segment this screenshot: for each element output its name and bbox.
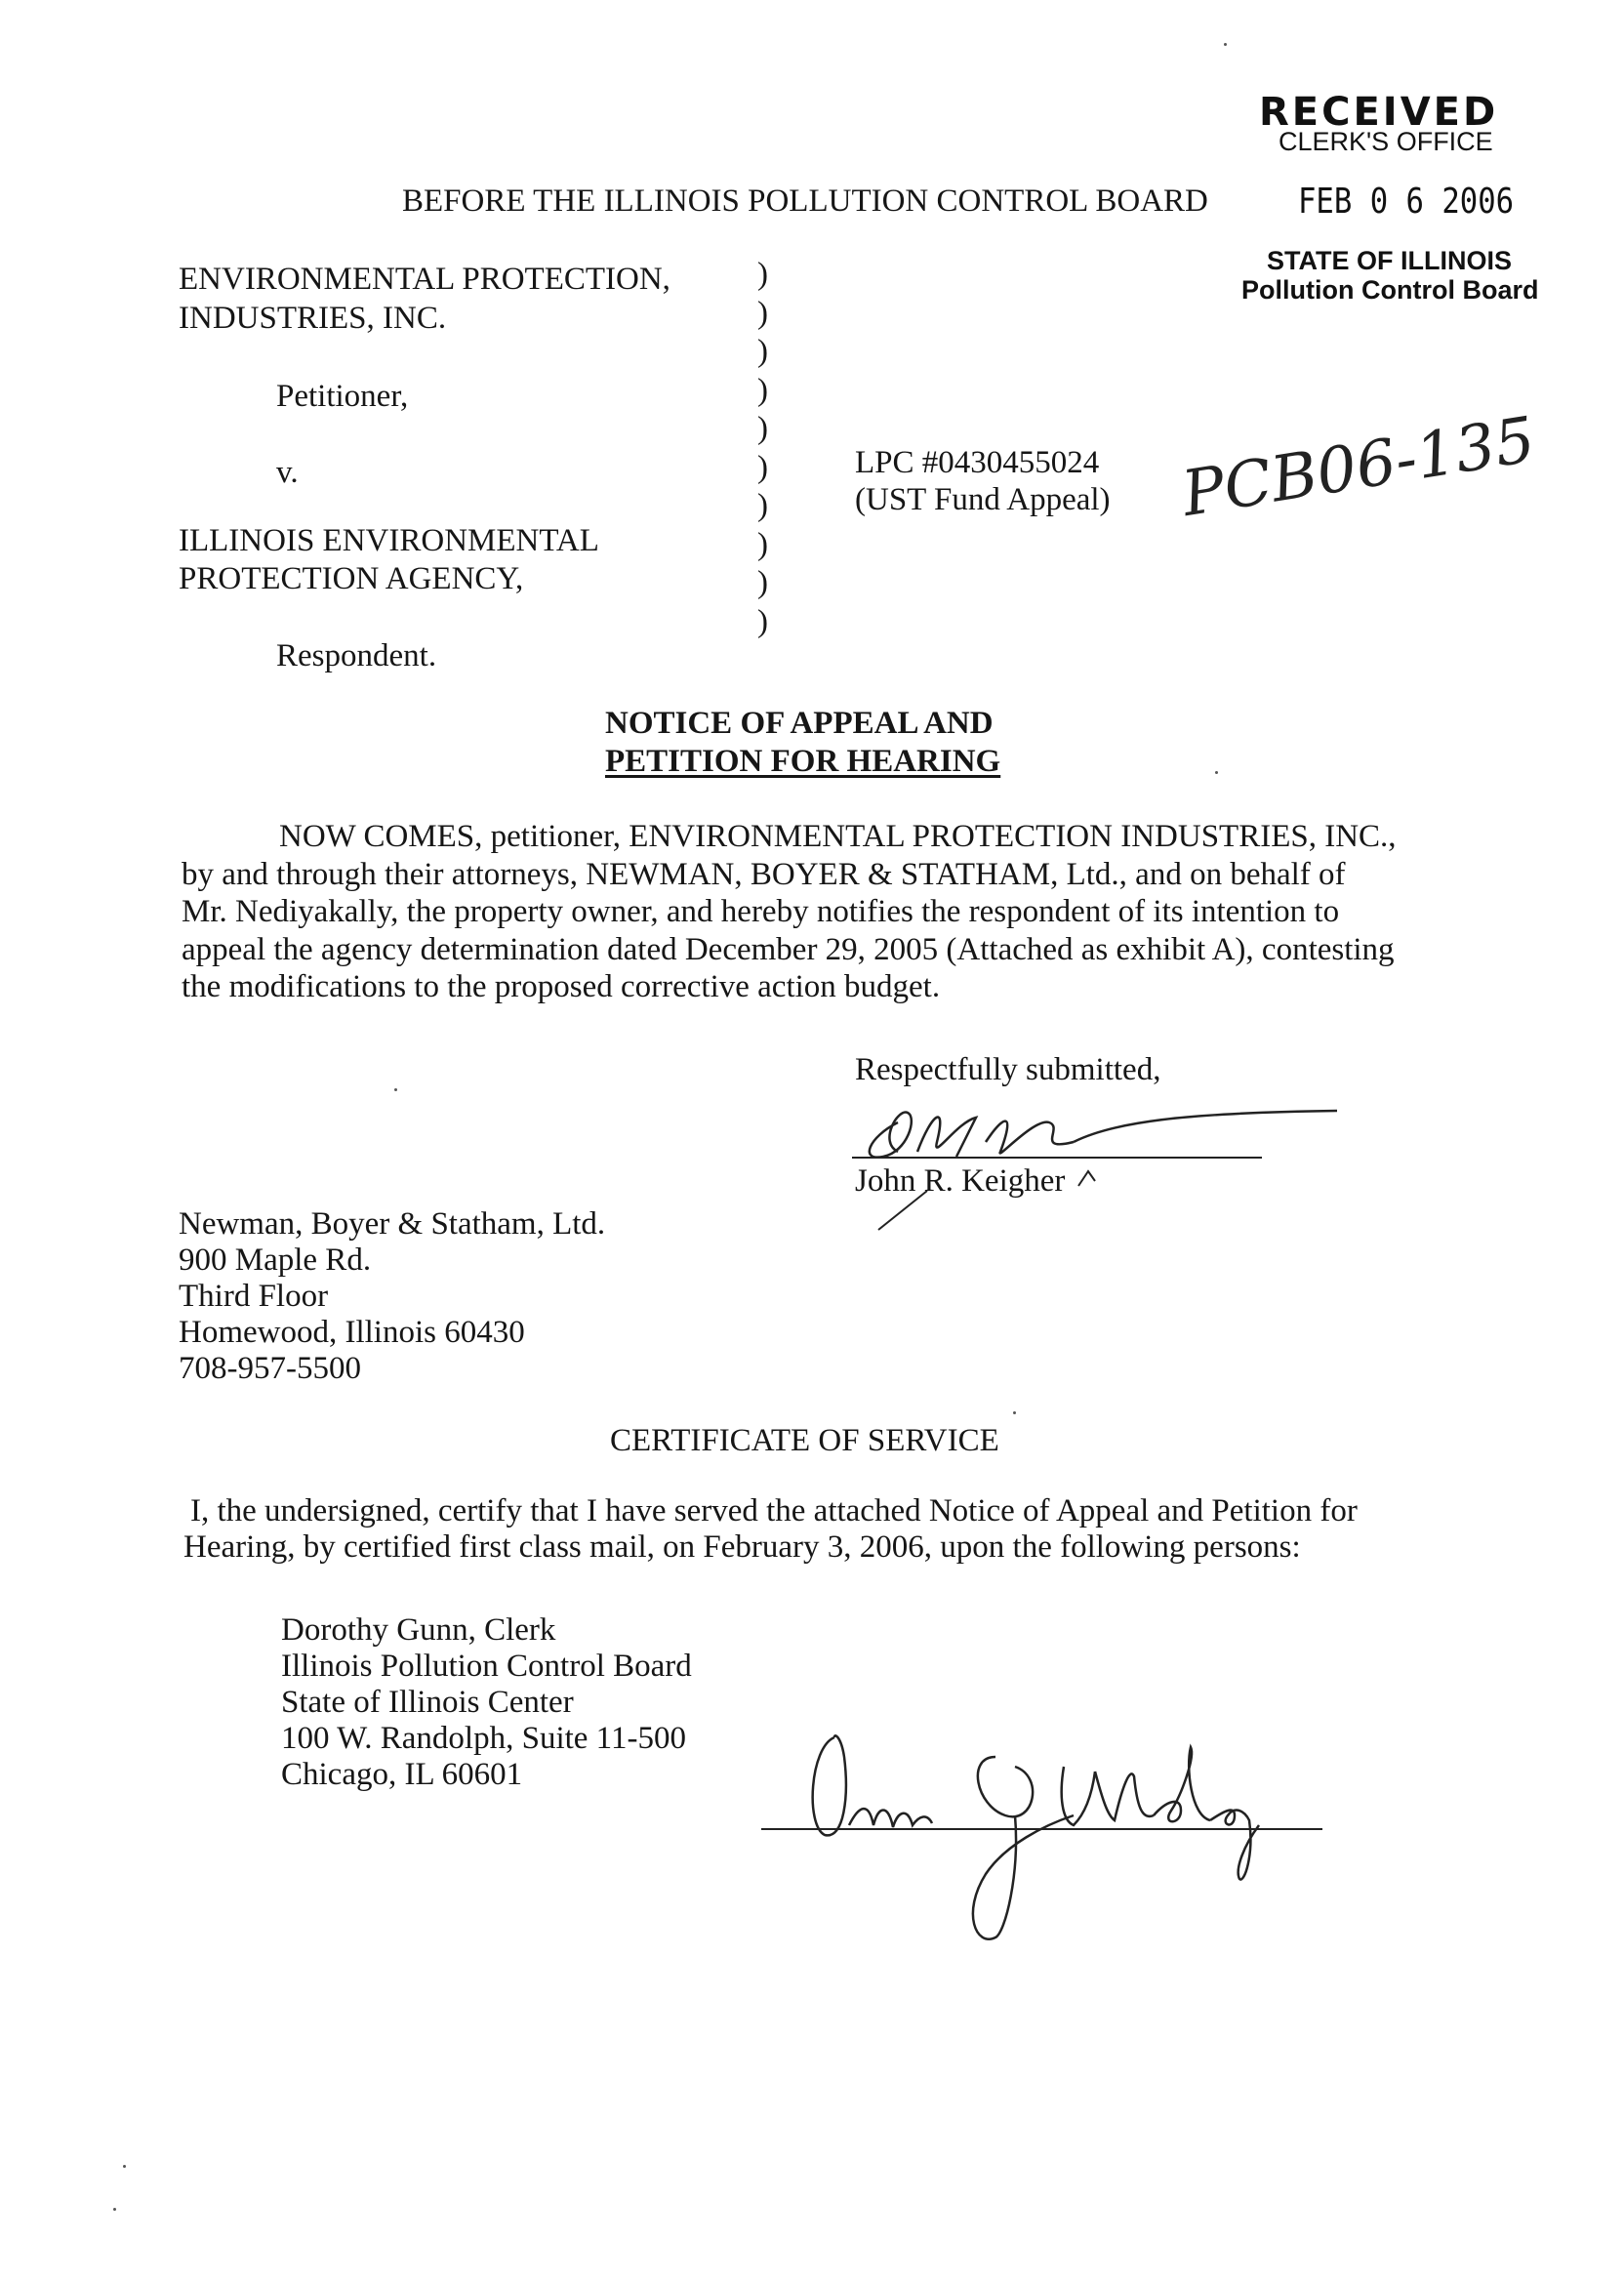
- certificate-line: I, the undersigned, certify that I have served the attached Notice of Appeal and Petition for: [190, 1493, 1358, 1528]
- stamp-clerks-office: CLERK'S OFFICE: [1279, 127, 1493, 156]
- address-line: 708-957-5500: [179, 1351, 361, 1386]
- title-line1: NOTICE OF APPEAL AND: [605, 706, 994, 741]
- keigher-signature-line: [852, 1157, 1262, 1159]
- caption-parentheses: [757, 256, 768, 641]
- scan-speck: [123, 2165, 126, 2168]
- petitioner-name-line2: INDUSTRIES, INC.: [179, 301, 447, 336]
- appeal-type: (UST Fund Appeal): [855, 482, 1111, 517]
- stamp-date: FEB 0 6 2006: [1298, 182, 1515, 222]
- certificate-heading: CERTIFICATE OF SERVICE: [610, 1423, 999, 1458]
- recipient-line: State of Illinois Center: [281, 1685, 574, 1720]
- petitioner-name-line1: ENVIRONMENTAL PROTECTION,: [179, 262, 670, 297]
- address-line: Newman, Boyer & Statham, Ltd.: [179, 1206, 606, 1242]
- versus: v.: [276, 455, 299, 490]
- address-line: Third Floor: [179, 1279, 329, 1314]
- petitioner-role: Petitioner,: [276, 379, 409, 414]
- paren: ): [757, 411, 768, 446]
- paren: ): [757, 449, 768, 485]
- paren: ): [757, 488, 768, 523]
- server-signature-line: [761, 1828, 1322, 1830]
- recipient-line: Chicago, IL 60601: [281, 1757, 523, 1792]
- paren: ): [757, 372, 768, 408]
- certificate-paragraph: [183, 1493, 1358, 1566]
- scan-speck: [394, 1088, 397, 1091]
- paren: ): [757, 565, 768, 600]
- scan-speck: [1215, 771, 1218, 774]
- recipient-line: Illinois Pollution Control Board: [281, 1649, 692, 1684]
- title-line2: PETITION FOR HEARING: [605, 744, 1001, 779]
- scan-speck: [1224, 43, 1227, 46]
- certificate-line: Hearing, by certified first class mail, on February 3, 2006, upon the following persons:: [183, 1529, 1301, 1565]
- firm-address: [179, 1206, 605, 1387]
- body-line: the modifications to the proposed corrective action budget.: [182, 969, 941, 1004]
- scan-speck: [1013, 1411, 1016, 1414]
- respondent-name-line1: ILLINOIS ENVIRONMENTAL: [179, 523, 599, 558]
- stamp-state: STATE OF ILLINOIS: [1267, 246, 1512, 275]
- paren: ): [757, 603, 768, 639]
- respondent-role: Respondent.: [276, 638, 437, 673]
- recipient-line: 100 W. Randolph, Suite 11-500: [281, 1721, 686, 1756]
- body-line: NOW COMES, petitioner, ENVIRONMENTAL PROTECTION INDUSTRIES, INC.,: [279, 819, 1397, 854]
- recipient-line: Dorothy Gunn, Clerk: [281, 1612, 556, 1648]
- paren: ): [757, 526, 768, 562]
- respectfully-submitted: Respectfully submitted,: [855, 1052, 1161, 1087]
- paren: ): [757, 257, 768, 292]
- address-line: Homewood, Illinois 60430: [179, 1315, 525, 1350]
- stamp-board: Pollution Control Board: [1241, 275, 1539, 305]
- body-line: Mr. Nediyakally, the property owner, and hereby notifies the respondent of its intention to: [182, 894, 1340, 929]
- keigher-signature: [839, 1083, 1347, 1240]
- paren: ): [757, 295, 768, 331]
- stamp-received: RECEIVED: [1259, 90, 1499, 135]
- body-paragraph: [182, 818, 1450, 1006]
- respondent-name-line2: PROTECTION AGENCY,: [179, 561, 524, 596]
- board-heading: BEFORE THE ILLINOIS POLLUTION CONTROL BOARD: [402, 183, 1208, 219]
- handwritten-case-number: PCB06-135: [1177, 403, 1540, 531]
- lpc-number: LPC #0430455024: [855, 445, 1100, 480]
- address-line: 900 Maple Rd.: [179, 1243, 372, 1278]
- body-line: appeal the agency determination dated December 29, 2005 (Attached as exhibit A), contesting: [182, 931, 1395, 967]
- recipient-address: [281, 1612, 692, 1793]
- signer-name: John R. Keigher: [855, 1163, 1066, 1199]
- body-line: by and through their attorneys, NEWMAN, BOYER & STATHAM, Ltd., and on behalf of: [182, 856, 1346, 892]
- paren: ): [757, 334, 768, 369]
- scan-speck: [113, 2208, 116, 2211]
- server-signature: [751, 1718, 1337, 1952]
